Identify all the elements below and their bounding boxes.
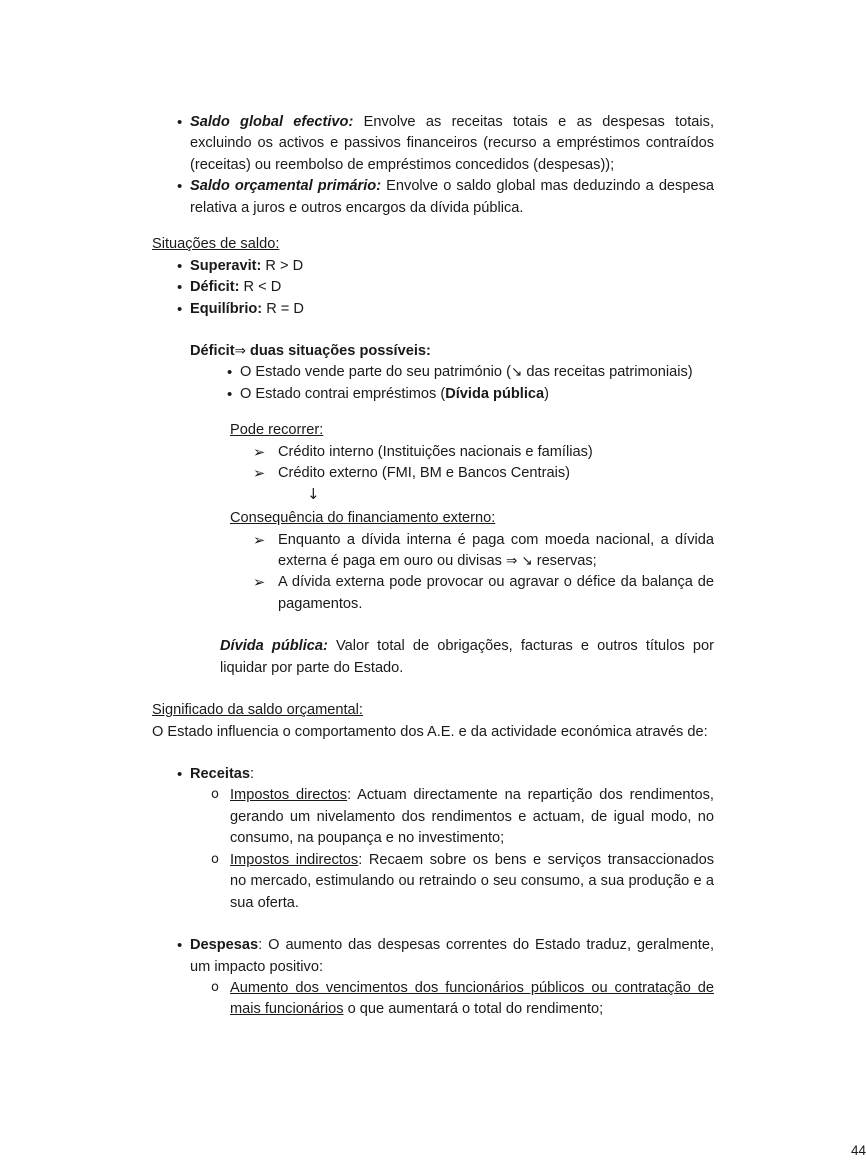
receitas-items-list [152,785,714,914]
situacao-value: R < D [239,279,282,296]
term-label: Déficit: [190,279,240,296]
list-item [152,362,714,383]
bullet-icon [177,277,193,299]
list-item [152,277,714,298]
credito-externo-text: Crédito externo (FMI, BM e Bancos Centrais) [278,465,570,482]
bullet-icon [177,299,193,321]
bullet-icon [177,764,193,786]
decrease-arrow-icon: ↘ [510,364,523,381]
definition-saldo-global [190,112,714,176]
arrow-bullet-icon: ➢ [253,531,266,549]
hollow-circle-bullet-icon: o [211,979,219,995]
definition-text: Valor total de obrigações, facturas e outros títulos por liquidar por parte do Estado. [220,638,715,676]
receita-impostos-indirectos [230,850,714,914]
hollow-circle-bullet-icon: o [211,851,219,867]
definition-saldo-primario [190,176,714,219]
definition-text: Envolve as receitas totais e as despesas totais, excluindo os activos e passivos financeiros (recurso a empréstimos contraídos (receitas) ou reembolso de empréstimos concedidos (despesas)); [190,114,715,173]
list-item [152,384,714,405]
list-item [152,572,714,615]
list-item [152,442,714,463]
credito-interno-text: Crédito interno (Instituições nacionais e famílias) [278,443,593,460]
section-heading-consequencia: Consequência do financiamento externo: [230,510,496,527]
bullet-icon [227,362,243,384]
item-text: o que aumentará o total do rendimento; [343,1001,604,1018]
list-item [152,463,714,484]
flow-down-arrow-row [152,485,714,505]
list-item [152,978,714,1021]
bullet-icon [177,935,193,957]
hollow-circle-bullet-icon: o [211,787,219,803]
list-item [152,256,714,277]
arrow-bullet-icon: ➢ [253,574,266,592]
section-heading-situacoes: Situações de saldo: [152,236,280,253]
list-item [152,112,714,176]
bullet-icon [177,256,193,278]
receitas-colon: : [250,766,255,782]
despesas-label-wrap [190,935,714,978]
document-body [152,112,866,1158]
consequencia-list [152,530,714,616]
consequencia-item-balanca-pagamentos: A dívida externa pode provocar ou agravar o défice da balança de pagamentos. [278,574,714,612]
situacao-value: R = D [262,300,304,317]
arrow-bullet-icon: ➢ [253,443,266,461]
despesas-text: : O aumento das despesas correntes do Estado traduz, geralmente, um impacto positivo: [190,937,714,975]
arrow-bullet-icon: ➢ [253,465,266,483]
term-label: Dívida pública: [220,638,328,655]
consequencia-text: Enquanto a dívida interna é paga com moeda nacional, a dívida externa é paga em ouro ou divisas [278,531,714,569]
option-text: O Estado vende parte do seu património ( [240,364,511,381]
despesa-aumento-vencimentos [230,978,714,1021]
consequencia-text-tail: reservas; [532,552,597,569]
situacao-equilibrio [190,299,714,320]
term-label: Impostos directos [230,787,348,804]
deficit-options-list [152,362,714,405]
term-label: Saldo orçamental primário: [190,178,382,195]
list-item [152,530,714,573]
list-item [152,935,714,978]
despesas-block [152,935,714,978]
despesas-items-list [152,978,714,1021]
pode-recorrer-list [152,442,714,485]
term-label: Equilíbrio: [190,300,263,317]
bullet-icon [227,384,243,406]
receitas-label: Receitas [190,766,251,782]
implies-arrow-icon: ⇒ [505,552,518,569]
situacao-superavit [190,256,714,277]
deficit-option-emprestimos [240,384,714,405]
page-number: 44 [850,1143,866,1158]
section-heading-significado: Significado da saldo orçamental: [152,702,363,719]
bullet-icon [177,176,193,198]
term-label: Aumento dos vencimentos dos funcionários públicos ou contratação de mais funcionários [230,979,714,1018]
bullet-icon [177,112,193,134]
deficit-option-patrimonio [240,362,714,383]
receitas-block [152,764,714,785]
receitas-label-wrap [190,764,714,785]
situacao-deficit [190,277,714,298]
list-item [152,299,714,320]
option-text-tail: ) [544,385,550,402]
subsection-heading-deficit [190,341,714,362]
receita-impostos-directos [230,785,714,849]
definition-text: Envolve o saldo global mas deduzindo a despesa relativa a juros e outros encargos da dívida pública. [190,178,714,216]
despesas-label: Despesas [190,937,259,954]
term-label: Superavit: [190,257,262,274]
down-arrow-icon: ↓ [307,484,320,503]
definition-divida-publica [220,636,714,679]
option-text-tail: das receitas patrimoniais) [522,364,693,381]
consequencia-item-divida-interna [278,530,714,573]
deficit-heading-rest: duas situações possíveis: [245,342,431,359]
deficit-label: Déficit [190,342,235,359]
list-item [152,785,714,849]
item-text: : Recaem sobre os bens e serviços transaccionados no mercado, estimulando ou retraindo o seu consumo, a sua produção e a sua oferta. [230,851,714,911]
decrease-arrow-icon: ↘ [521,552,533,569]
implies-arrow-icon: ⇒ [234,342,246,359]
significado-paragraph: O Estado influencia o comportamento dos A.E. e da actividade económica através de: [152,723,708,740]
list-item [152,850,714,914]
option-text: O Estado contrai empréstimos ( [240,385,446,402]
term-label: Saldo global efectivo: [190,114,354,130]
section-heading-pode-recorrer: Pode recorrer: [230,422,324,439]
list-item [152,764,714,785]
situacao-value: R > D [261,257,304,274]
definitions-list [152,112,714,219]
item-text: : Actuam directamente na repartição dos rendimentos, gerando um nivelamento dos rendimentos e actuam, de igual modo, no consumo, na poupança e no investimento; [230,787,714,847]
situacoes-list [152,256,714,320]
divida-publica-label: Dívida pública [445,385,545,402]
term-label: Impostos indirectos [230,851,359,868]
list-item [152,176,714,219]
